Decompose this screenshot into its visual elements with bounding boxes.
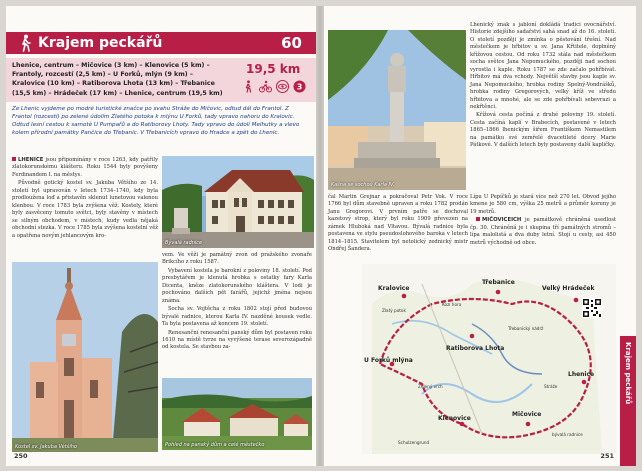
svg-text:3: 3 (296, 82, 303, 92)
section-marker (12, 157, 16, 161)
svg-text:Kozí hora: Kozí hora (442, 302, 462, 307)
photo-caption: Bývalá radnice (165, 240, 203, 246)
route-summary (6, 58, 316, 102)
photo-caption: Pohled na panský dům a celé městečko (165, 442, 265, 448)
svg-text:Schulzengrund: Schulzengrund (398, 440, 430, 445)
svg-text:Klenovice: Klenovice (438, 415, 471, 422)
page-number-right: 251 (600, 452, 614, 460)
svg-text:Kralovice: Kralovice (378, 285, 410, 292)
hiker-icon (242, 80, 255, 93)
photo-estate (162, 378, 312, 450)
svg-text:U Forků mlýna: U Forků mlýna (364, 357, 413, 364)
photo-statue (328, 30, 466, 190)
route-map (362, 264, 616, 454)
section-marker (476, 217, 480, 221)
svg-text:Třebanický nádrž: Třebanický nádrž (508, 326, 544, 331)
svg-text:Stráže: Stráže (544, 384, 558, 389)
svg-text:Mičovice: Mičovice (512, 411, 542, 418)
chapter-number: 60 (281, 34, 302, 52)
photo-caption: Kašna se sochou Karla IV. (331, 182, 395, 188)
qr-code-icon[interactable] (582, 298, 602, 318)
text-column-mid: vem. Ve věži je památný zvon od pražského zvonaře Brikcího z roku 1587. Vybavení kostela je barokní z poloviny 18. století. Pod presbytářem je klenutá hrobka s ostatky fary Karla Dicenta, kněze zlatokorunského kláštera. V lodi je pochováno dalších pět farářů, jejichž jména nejsou známa. Socha sv. Vojtěcha z roku 1802 stojí před budovou bývalé radnice, kterou Karla IV. nazděné kousek vedle. Ta byla postavena až koncem 19. století. Renesanční renesanční panský dům byl postaven roku 1610 na místě tvrze na vyvýšené terase severozápadně od kostela. Se stavbou za- (162, 252, 312, 351)
photo-townhall (162, 156, 314, 248)
page-number-left: 250 (14, 452, 28, 460)
route-stops: Lhenice, centrum – Mičovice (3 km) – Klenovice (5 km) – Frantoly, rozcestí (2,5 km) – U Forků, mlýn (9 km) – Kralovice (10 km) – Ratiborova Lhota (13 km) – Třebanice (15,5 km) – Hrádeček (17 km) – Lhenice, centrum (19,5 km) (12, 62, 223, 97)
text-column-right-2: Lípu U Pepíčků je stará více než 270 let. Obvod jejího kmene je 580 cm, výška 25 metrů a průměr koruny je 19 metrů. MIČOVICEICH je památkově chráněná usedlost čp. 30. Chráněná je i skupina tří památných stromů – lípa malolistá a dva duby letní. Stojí u cesty, asi 450 metrů východně od obce. (470, 194, 616, 246)
svg-text:Zelený vrch: Zelený vrch (418, 384, 443, 389)
eye-icon (276, 80, 289, 93)
svg-text:Velký Hrádeček: Velký Hrádeček (542, 285, 595, 292)
cyclist-icon (259, 80, 272, 93)
route-intro: Ze Lhenic vyjdeme po modré turistické značce po svahu Stráže do Mičovic, odtud dál do Frantol. Z Frantol (rozcestí) po zelené údolím Zlatého potoka k mlýnu U Forků, tady vpravo nahoru do Kralovic. Odtud lesní cestou k samotě U Pumpařů a do Ratiborovy Lhoty. Tady vpravo do údolí Melhutky a vlevo kolem přírodní památky Pančice do Třebanic. V Třebanicích vpravo do Hradce a zpět do Lhenic. (12, 106, 300, 136)
left-page (6, 6, 316, 466)
svg-text:Lhenice: Lhenice (568, 371, 595, 378)
hiker-icon (18, 34, 34, 52)
right-page (324, 6, 636, 466)
svg-text:Zlatý potok: Zlatý potok (382, 308, 406, 313)
svg-text:bývalá radnice: bývalá radnice (552, 432, 583, 437)
route-distance: 19,5 km (246, 62, 301, 76)
chapter-title: Krajem peckářů (38, 35, 163, 51)
chapter-side-tab: Krajem peckářů (620, 336, 636, 466)
book-gutter (316, 6, 324, 466)
photo-caption: Kostel sv. Jakuba Většího (15, 444, 77, 450)
text-column-right-top: Lhenický znak s jabloní dokládá tradici ovocnářství. Historie zdejšího sadařství sahá snad až do 16. století. O století později je zmínka o pěstování třešní. Nad městečkem je hřbitov u sv. Jana Křtitele, doplněný křížovou cestou. Od roku 1732 stála nad městečkem socha světce Jana Nepomuckého, později nad sochou vyrostla i kaple. Roku 1787 se zde začalo pohřbívat. Hřbitov má dva vchody. Největší stavby jsou kaple sv. Jana Nepomuckého, hrobka rodiny Spelný-Vondrášků, hrobka rodiny Gregorových, velký kříž ve středu hřbitova a mnohé, ale se zde pohřbívali sebevrazi a nekřtěnci. Křížová cesta počíná z druhé poloviny 19. století. Cesta začíná kaplí v Brabecích, postavené v letech 1865–1866 lhenickým šiřem Františkem Nemastilem na památku své zemřelé dvacetileté dcery Marie Pátkové. V dalších letech byly postaveny další kapličky. (470, 22, 616, 149)
text-column-left: LHENICE jsou připomínány v roce 1263, kdy patřily zlatokorunskému klášteru. Roku 1544 byly povýšeny Ferdinandem I. na městys. Původně gotický kostel sv. Jakuba Většího ze 14. století byl upravován v letech 1734–1740, kdy byla prodloužena loď a přistavěn sklenut lunetovou valenou klenbou. V roce 1783 byla zvýšena věž. Kostely, které byly zasvěceny tomuto světci, byly stavěny v místech se silným obchodem, v místech, kudy vedla nějaká obchodní stezka. V roce 1785 byla zvýšena kostelní věž a opatřena novým jehlancovým kro- (12, 157, 158, 239)
chapter-header (6, 32, 316, 54)
photo-church (12, 262, 158, 452)
text-column-right-mid: čal Martin Grejnar a pokračoval Petr Vok. V roce 1766 byl dům stavebně upraven a roku 1782 prodán Janu Gregorovi. V prvním patře se dochoval kazetový strop, který byl roku 1909 převezen na zámek Hluboká nad Vltavou. Bývalá radnice byla postavena ve stylu pseudoslohového baroka v letech 1814–1815. Stavitelem byl netolický zednický mistr Ondřej Šandera. (328, 194, 468, 253)
number-3-icon (293, 80, 306, 93)
svg-text:Ratiborova Lhota: Ratiborova Lhota (446, 345, 505, 352)
svg-text:Třebanice: Třebanice (482, 279, 515, 286)
route-icons (242, 80, 312, 94)
